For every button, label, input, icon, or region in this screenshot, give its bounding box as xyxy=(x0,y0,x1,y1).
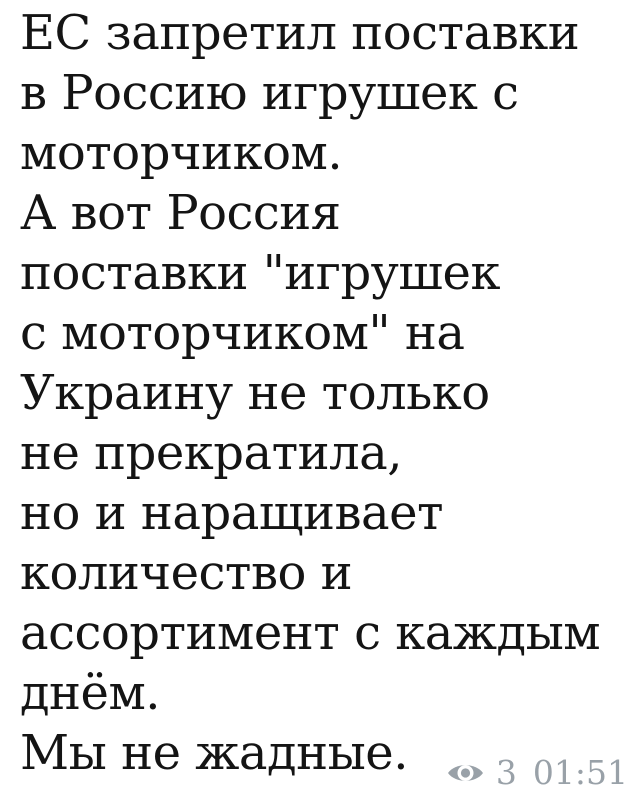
post-text-line: днём. xyxy=(20,665,161,721)
post-text-line: А вот Россия xyxy=(20,185,341,241)
post-text-line: количество и xyxy=(20,545,353,601)
timestamp: 01:51 xyxy=(532,753,628,792)
post-text-line: ассортимент с каждым xyxy=(20,605,601,661)
post-text-line: не прекратила, xyxy=(20,425,403,481)
eye-icon xyxy=(447,760,484,786)
post-text-line: моторчиком. xyxy=(20,125,343,181)
post-text-line: в Россию игрушек с xyxy=(20,65,519,121)
post-text-line: Мы не жадные. xyxy=(20,725,408,781)
post-text-line: с моторчиком" на xyxy=(20,305,465,361)
message-meta xyxy=(447,753,628,792)
post-text-line: поставки "игрушек xyxy=(20,245,500,301)
views-count: 3 xyxy=(495,753,517,792)
post-text-line: ЕС запретил поставки xyxy=(20,5,580,61)
post-text-line: но и наращивает xyxy=(20,485,444,541)
post-text-line: Украину не только xyxy=(20,365,490,421)
